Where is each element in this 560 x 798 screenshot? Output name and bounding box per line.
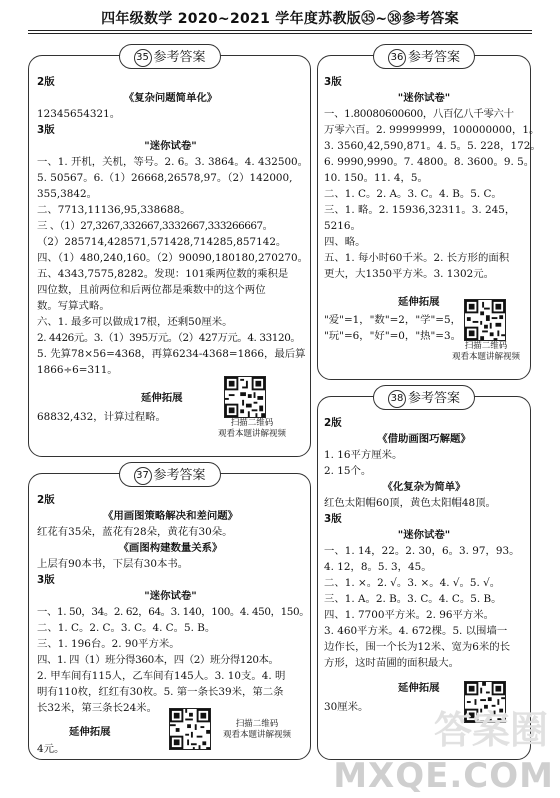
title-rule-2 [28,33,532,34]
answer-line: 4. 12，8。5. 3，45。 [324,561,432,573]
qr-caption-line: 观看本题讲解视频 [217,429,286,439]
extension-heading: 延伸拓展 [69,726,111,738]
qr-caption-36 [446,341,526,363]
section-header-37 [118,462,220,487]
answer-box-35 [28,50,311,457]
answer-line: 明有110枚，红红有30枚。5. 第一条长39米，第二条 [37,686,284,698]
answer-line: 12345654321。 [37,108,121,120]
qr-caption-35 [207,418,297,440]
qr-code-icon [169,708,211,750]
answer-box-36 [317,50,541,380]
answer-line: 一、1.80080600600，八百亿八千零六十 [324,108,514,120]
answer-line: 一、1. 开机，关机，等号。2. 6。3. 3864。4. 432500。 [37,156,309,168]
answer-line: 一、1. 50，34。2. 62，64。3. 140，100。4. 450，150。 [37,606,310,618]
qr-caption-line: 观看本题讲解视频 [451,352,520,362]
answer-line: 5216。 [324,220,361,232]
qr-code-icon [464,299,506,341]
edition-label: 2版 [37,76,55,88]
section-number-38: 38 [388,390,406,408]
sub-title: "迷你试卷" [397,529,451,541]
section-number-36: 36 [388,49,406,67]
answer-line: 四、1. 7700平方米。2. 96平方米。 [324,609,495,621]
sub-title: 《画图构建数量关系》 [118,542,223,554]
answer-line: 上层有90本书，下层有30本书。 [37,558,189,570]
answer-line: 四、略。 [324,236,366,248]
answer-line: 3. 3560,42,590,871。4. 5。5. 228，172。 [324,140,541,152]
sub-title: "迷你试卷" [144,590,197,602]
section-heading-35: 参考答案 [153,50,206,65]
answer-box-37 [28,468,311,760]
extension-heading: 延伸拓展 [398,296,440,308]
qr-caption-line: 观看本题讲解视频 [222,730,291,740]
answer-line: 三、1. 略。2. 15936,32311。3. 245， [324,204,516,216]
sub-title: "迷你试卷" [144,140,197,152]
edition-label: 2版 [37,494,55,506]
sub-title: 《用画图策略解决和差问题》 [102,510,239,522]
answer-line: 红花有35朵，蓝花有28朵，黄花有30朵。 [37,526,233,538]
section-number-37: 37 [133,467,151,485]
qr-caption-line: 扫描二维码 [235,719,279,729]
answer-line: 5. 先算78×56=4368，再算6234-4368=1866，最后算 [37,348,306,360]
qr-code-36 [464,299,506,345]
answer-line: 3. 460平方米。4. 672棵。5. 以围墙一 [324,625,508,637]
sub-title: 《复杂问题简单化》 [123,92,218,104]
answer-line: 1. 16平方厘米。 [324,449,403,461]
answer-line: 二、7713,11136,95,338688。 [37,204,191,216]
edition-label: 3版 [324,76,342,88]
answers-36 [324,74,541,282]
section-header-36 [373,44,475,69]
answer-line: （2）285714,428571,571428,714285,857142。 [37,236,287,248]
answers-35 [37,74,309,378]
answer-line: 六、1. 最多可以做成17根，还剩50厘米。 [37,316,233,328]
answer-line: 方形，这时苗圃的面积最大。 [324,657,460,669]
sub-title: "迷你试卷" [397,92,451,104]
page-title: 四年级数学 2020~2021 学年度苏教版㉟~㊳参考答案 [101,11,459,27]
edition-label: 3版 [37,574,55,586]
answer-line: 三、1. 196台。2. 90平方米。 [37,638,180,650]
watermark-text: MXQE.COM [333,756,554,796]
answer-line: 一、1. 14，22。2. 30，6。3. 97，93。 [324,545,520,557]
qr-code-35 [224,376,266,422]
answer-line: 2. 15个。 [324,465,372,477]
qr-caption-line: 扫描二维码 [230,418,274,428]
answer-line: 10. 150。11. 4，5。 [324,172,428,184]
qr-code-icon [224,376,266,418]
edition-label: 3版 [37,124,55,136]
answer-line: 数。写算式略。 [37,300,110,312]
watermark-logo: 答案圈 [433,708,548,752]
sub-title: 《借助画图巧解题》 [377,433,471,445]
section-header-35 [118,44,220,69]
answer-line: 30厘米。 [324,701,369,713]
qr-caption-line: 扫描二维码 [464,341,508,351]
answer-line: 四、1. 四（1）班分得360本，四（2）班分得120本。 [37,654,279,666]
section-heading-38: 参考答案 [407,391,461,406]
section-header-38 [373,385,475,410]
answers-38 [324,415,524,671]
answer-line: 二、1. C。2. C。3. C。4. C。5. B。 [37,622,216,634]
answer-line: 二、1. ×。2. √。3. ×。4. √。5. √。 [324,577,501,589]
section-heading-36: 参考答案 [407,50,461,65]
answer-line: 6. 9990,9990。7. 4800。8. 3600。9. 5。 [324,156,535,168]
answer-line: 二、1. C。2. A。3. C。4. B。5. C。 [324,188,502,200]
answer-line: "玩"=6，"好"=0，"热"=3。 [324,330,461,342]
answers-37 [37,492,310,716]
answer-line: 三、1. A。2. B。3. C。4. C。5. B。 [324,593,502,605]
answer-line: 68832,432，计算过程略。 [37,411,166,423]
answer-line: 5. 50567。6.（1）26668,26578,97。（2）142000, [37,172,293,184]
section-heading-37: 参考答案 [153,468,206,483]
answer-line: 红色太阳帽60顶，黄色太阳帽48顶。 [324,497,496,509]
answer-line: 边作长，围一个长为12米、宽为6米的长 [324,641,511,653]
edition-label: 3版 [324,513,342,525]
answer-line: 五、4343,7575,8282。发现：101乘两位数的乘积是 [37,268,289,280]
answer-line: 四、（1）480,240,160。（2）90090,180180,270270。 [37,252,309,264]
qr-code-37 [169,708,211,754]
answer-line: 4元。 [37,743,65,755]
answer-line: "爱"=1，"数"=2，"学"=5， [324,314,461,326]
qr-caption-37 [212,719,302,741]
answer-line: 五、1. 每小时60千米。2. 长方形的面积 [324,252,510,264]
extension-heading: 延伸拓展 [141,392,183,404]
section-number-35: 35 [133,49,151,67]
title-rule [28,30,532,31]
answer-line: 万零六百。2. 99999999，100000000，1。 [324,124,540,136]
answer-line: 2. 甲车间有115人，乙车间有145人。3. 10支。4. 明 [37,670,286,682]
answer-line: 更大，大1350平方米。3. 1302元。 [324,268,495,280]
extension-heading: 延伸拓展 [398,682,440,694]
edition-label: 2版 [324,417,342,429]
sub-title: 《化复杂为简单》 [382,481,466,493]
answer-line: 三 、（1）27,3267,332667,3332667,333266667。 [37,220,273,232]
answer-line: 2. 4426元。3.（1）395万元。（2）427万元。4. 33120。 [37,332,301,344]
answer-line: 355,3842。 [37,188,97,200]
answer-line: 1866÷6=311。 [37,364,118,376]
answer-line: 四位数，且前两位和后两位都是乘数中的这个两位 [37,284,266,296]
answer-line: 长32米，第三条长24米。 [37,702,157,714]
